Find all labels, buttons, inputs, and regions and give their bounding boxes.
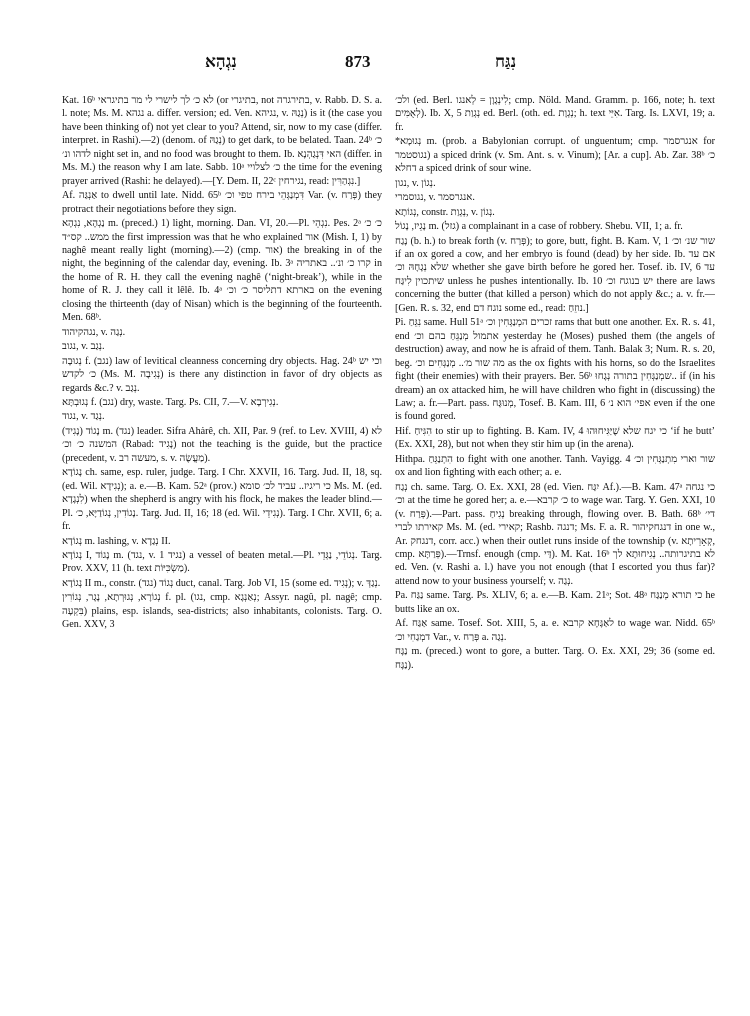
entry: נְגַח ch. same. Targ. O. Ex. XXI, 28 (ed. Vien. יִגַּח Af.).—B. Kam. 47ᵃ כי נגחה וכ׳ at the time he gored her; a. e.—כ׳ קרבא to wage war. Targ. Y. Gen. XXI, 10 (v. פְּרַח).—Part. pass. נְגִיחַ breaking through, flowing over. B. Bath. 68ᵇ די׳ קאירתו לברי Ms. M. (ed. קאירי; Rashb. דנגה; Ms. F. a. R. דנגחקיהור in one w., Ar. דנגחק, corr. acc.) when their outlet runs inside of the township (v. קְאָרֵיתָא, cmp. פְּרַתָּא).—Trnsf. enough (cmp. דַּי). M. Kat. 16ᵇ לא בתיגרותה.. נְגִיחוּתָא לך ed. Ven. (v. Rashi a. l.) have you not enough (that I escorted you thus far)? attend now to your business yourself; v. נְגַה. xyxy=(395,481,715,587)
entry: נְגוֹרָא, נְגוּרְתָא, נָגָר, נְגוֹרִין f. pl. (נגו, cmp. נְאַנְגָא; Assyr. nagû, pl. nagê; cmp. בִּקְעָה) plains, esp. islands, sea-districts; also inhabitants, colonists. Targ. O. Gen. XXV, 3 xyxy=(62,592,382,631)
entry: Pi. נִגֵּחַ same. Hull 51ᵃ זכרים המְנַגְּחִין וכ׳ rams that butt one another. Ex. R. s. 41, end אתמול מְנַגֵּחַ בהם וכ׳ yesterday he (Moses) pushed them (the angels of destruction) away, and now he is afraid of them. Tanh. Balak 3; Num. R. s. 20, beg. מה שור מ׳.. מְנַגְּחִים וכ׳ as the ox fights with his horns, so do the Israelites fight (their enemies) with their prayers. Ber. 56ᵇ שמְנַגְּחִין בתורה נְגָחוּ.. if (in his dream) an ox attacked him, he will have children who fight in (discussing) the Law; a. fr.—Part. pass. מְנוּגָּח, Tosef. B. Kam. III, 6 אפי׳ הוא נ׳ even if the one is found gored. xyxy=(395,317,715,423)
entry: *נְגוּמָא m. (prob. a Babylonian corrupt. of unguentum; cmp. אנגרסמר for נגוסטמר) a spiced drink (v. Sm. Ant. s. v. Vinum); [Ar. a cup]. Ab. Zar. 38ᵇ כ׳ דחלא a spiced drink of sour wine. xyxy=(395,136,715,175)
entry: נַגָּח m. (preced.) wont to gore, a butter. Targ. O. Ex. XXI, 29; 36 (some ed. נַגָּח). xyxy=(395,646,715,671)
entry: נגוב, v. נְגַב. xyxy=(62,341,105,353)
page-header xyxy=(0,48,750,78)
right-column xyxy=(395,94,715,1009)
entry-continuation: ולכ׳ (ed. Berl. לִינְגָוָן = לְאנגו; cmp. Nöld. Mand. Gramm. p. 166, note; h. text לְאֻמִּים). Ib. X, 5 נְגְוַת ed. Berl. (oth. ed. נְגְוָת; h. text אִיֵּי. Targ. Is. LXVI, 19; a. fr. xyxy=(395,95,715,133)
entry: Pa. נַגַּח same. Targ. Ps. XLIV, 6; a. e.—B. Kam. 21ᵃ; Sot. 48ᵃ כי תורא מְנַגַּח he butts like an ox. xyxy=(395,590,715,615)
entry: נְגוֹדָא m. lashing, v. נְגַדָא II. xyxy=(62,535,171,547)
entry: נגוד, v. נְגַד. xyxy=(62,411,105,423)
entry: נְגוֹתָא, constr. נְגְוַת, v. נְגוֹן. xyxy=(395,206,495,218)
entry: נָגוֹדָא ch. same, esp. ruler, judge. Targ. I Chr. XXVII, 16. Targ. Jud. II, 18, sq. (ed. Wil. נְגִידָא); a. e.—B. Kam. 52ᵃ (prov.) כי ריגיז.. עביד לכ׳ סומא Ms. M. (ed. לִנְגָדָא) when the shepherd is angry with his flock, he makes the leader blind.—Pl. נָגוֹדִין, נְגוֹדַיָּא, כ׳. Targ. Jud. II, 16; 18 (ed. Wil. נְגִידֵי). Targ. I Chr. XVII, 6; a. fr. xyxy=(62,467,382,533)
entry: Af. אַנְגַּה to dwell until late. Nidd. 65ᵇ דִּמְנַגְּהֵי בירח טפי וכ׳ Var. (v. פְּרַח) they protract their negotiations before they sign. xyxy=(62,190,382,215)
entry: נְגוּבָה f. (נגב) law of levitical cleanness concerning dry objects. Hag. 24ᵇ וכי יש כ׳ לקדש (Ms. M. נְגִיבָה) is there any distinction in favor of dry objects as regards &c.? v. נְגַב. xyxy=(62,355,382,394)
entry: נְגוֹדָא II m., constr. נְגוֹד (נגד) duct, canal. Targ. Job VI, 15 (some ed. נְגִיד); v. נְגַדְּ. xyxy=(62,577,381,589)
guide-word-right: נִגַּח xyxy=(495,52,517,71)
entry: נְגוֹדָא I, נָגוֹד m. (נגד, v. נגיד 1) a vessel of beaten metal.—Pl. נְגוֹדֵי, נַגְּדֵי. Targ. Prov. XXV, 11 (h. text מַשְׂכִּיּוֹת). xyxy=(62,549,382,575)
left-column xyxy=(62,94,382,1009)
entry: Hif. הִגִּיחַ to stir up to fighting. B. Kam. IV, 4 כי יגח שלא שֶׁיַּגִּיחוּהוּ ‘if he butt’ (Ex. XXI, 28), but not when they stir him up (in the arena). xyxy=(395,425,715,451)
entry: נְגוּבְתָּא f. (נגב) dry, waste. Targ. Ps. CII, 7.—V. נְגִירְבָא. xyxy=(62,396,279,408)
entry: נגוסמרי, v. אנגרסמר. xyxy=(395,192,475,204)
entry: Hithpa. הִתְנַגֵּחַ to fight with one another. Tanh. Vayigg. 4 שור וארי מִתְנַגְּחִין וכ׳ ox and lion fighting with each other; a. e. xyxy=(395,453,715,479)
entry: נַגְהָא, נִגְהָא m. (preced.) 1) light, morning. Dan. VI, 20.—Pl. נִגְהֵי. Pes. 2ᵃ כ׳ כ׳ ממש.. קס״ד the first impression was that he who explained אור (Mish. I, 1) by naghê meant really light (morning).—2) (cmp. אור) the breaking in of the night, the beginning of the calendar day, evening. Ib. 3ᵃ קרו כ׳ ונ׳.. באתריה in the home of R. H. they call the evening naghê (‘night-break’), while in the home of R. J. they call it lêlê. Ib. 4ᵃ בארתא דתליסר כ׳ וכ׳ on the evening closing the thirteenth (day of Nisan) which is the beginning of the fourteenth. Men. 68ᵇ. xyxy=(62,218,382,324)
page-number: 873 xyxy=(345,52,371,71)
guide-word-left: נִגְהָא xyxy=(205,52,237,71)
entry: Af. אַגַּח same. Tosef. Sot. XIII, 5, a. e. לאַגָּחָא קרבא to wage war. Nidd. 65ᵇ דמְגַחִי וכ׳ Var., v. פְּרַח a. נְגַה. xyxy=(395,618,715,643)
entry: נָגוֹד (נָגִיד) m. (נגד) leader. Sifra Ahȧrê, ch. XII, Par. 9 (ref. to Lev. XVIII, 4) לא המשנה כ׳ וכ׳ (Rabad: נָגִיד) not the teaching is the guide, but the practice (precedent, v. מעשה רב, s. v. מַעֲשֶׂה). xyxy=(62,425,382,464)
entry-continuation: Kat. 16ᵇ לא כ׳ לך לישרי לי מר בתיגראי (or בתיגרי, not בתירגרה, v. Rabb. D. S. a. l. note; Ms. M. נגהא a. differ. version; ed. Ven. נגיהא, v. נְגַהּ) is it (the case you have been thinking of) not yet clear to you? Attend, sir, now to my case (differ. interpret. in Rashi).—2) (denom. of נְגַהּ) to get dark, to be belated. Taan. 24ᵇ כ׳ לדהו ונ׳ night set in, and no food was brought to them. Ib. האי דִּנְגַהְנָא (differ. in Ms. M.) the reason why I am late. Sabb. 10ᵃ כ׳ לצלויי the time for the evening prayer arrived (Rashi: he delayed).—[Y. Dem. II, 22ᶜ נגירחין, read: נִגְהַרִּין.] xyxy=(62,95,382,187)
entry: נָגַח (b. h.) to break forth (v. פְּרַח); to gore, butt, fight. B. Kam. V, 1 שור שנ׳ וכ׳ if an ox gored a cow, and her embryo is found (dead) by her side. Ib. אם עד שלא נְגָחָהּ וכ׳ whether she gave birth before he gored her. Tosef. ib. IV, 6 עד שיתכוין לִיגַּח unless he pushes intentionally. Ib. 10 יש בנוגח וכ׳ there are laws concerning the butter (that killed a person) which do not apply &c.; a. v. fr.—[Gen. R. s. 32, end נוגח דם some ed., read: נוזֵחַ.] xyxy=(395,235,715,314)
entry: נגון, v. נְגוֹן. xyxy=(395,177,436,189)
entry: נגהקיהוד, v. נְגַה. xyxy=(62,326,126,338)
entry: נָגֵיז, נָגוֹל m. (גזל) a complainant in a case of robbery. Shebu. VII, 1; a. fr. xyxy=(395,221,683,233)
